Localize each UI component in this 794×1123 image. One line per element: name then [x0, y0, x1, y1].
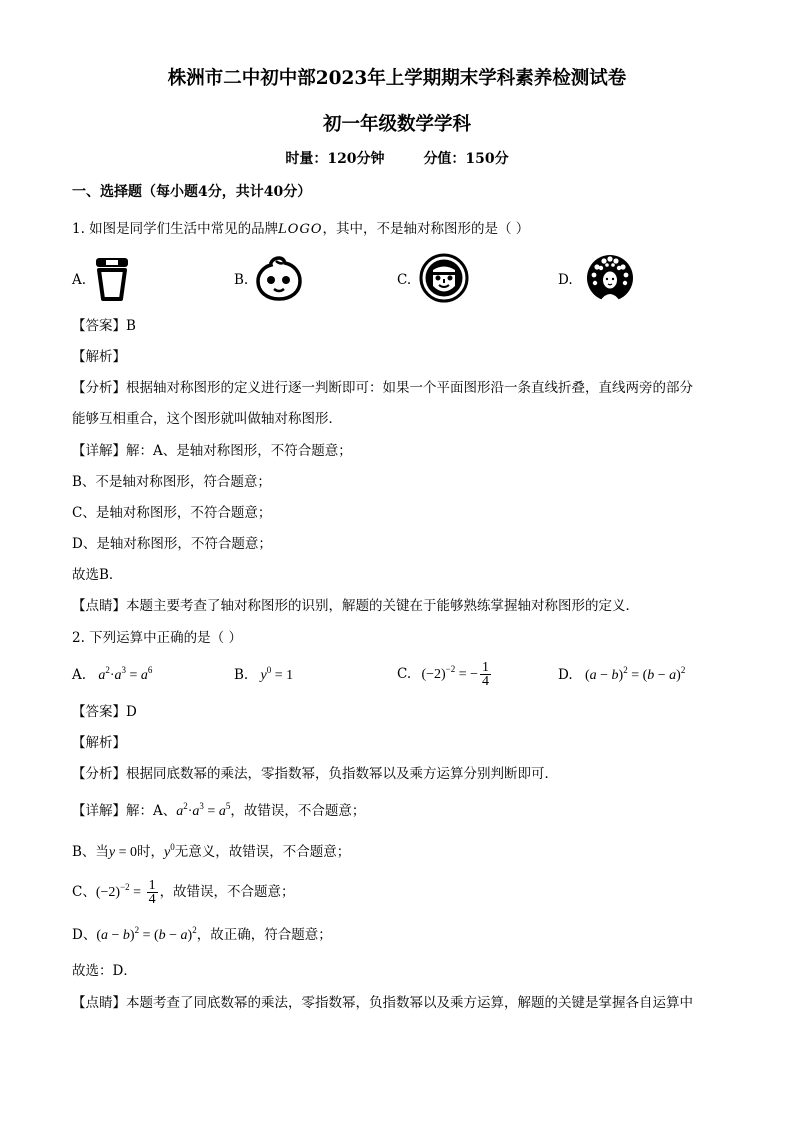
q2-detail-d-suffix: ，故正确，符合题意； [196, 927, 332, 943]
q2-detail-a-prefix: 【详解】解：A、 [72, 803, 177, 819]
q1-option-c-label: C. [397, 272, 412, 288]
q2-detail-c-formula: $(-2)^{-2}$ = $\frac{1}{4}$ [95, 878, 156, 908]
q1-comment: 【点睛】本题主要考查了轴对称图形的识别，解题的关键在于能够熟练掌握轴对称图形的定义． [72, 598, 639, 614]
q2-detail-c [72, 876, 295, 909]
q1-fenxi-line1: 【分析】根据轴对称图形的定义进行逐一判断即可：如果一个平面图形沿一条直线折叠，直线两旁的部分 [72, 380, 693, 396]
q2-option-b-formula: $y^0 = 1$ [260, 665, 294, 683]
q2-detail-b-prefix: B、当 [72, 844, 109, 860]
cup-logo-icon [92, 255, 132, 301]
q2-detail-c-suffix: ，故错误，不合题意； [159, 884, 295, 900]
section-heading: 一、选择题（每小题4分，共计40分） [72, 184, 312, 200]
q1-analysis-label: 【解析】 [72, 349, 126, 365]
q2-option-d-label: D. [558, 667, 573, 683]
q2-detail-b-expr: $y^0$ [164, 842, 175, 860]
q2-analysis-label: 【解析】 [72, 735, 126, 751]
monkey-face-logo-icon [419, 253, 469, 303]
q1-stem [72, 220, 529, 239]
q1-detail-d: D、是轴对称图形，不符合题意； [72, 536, 272, 552]
q2-option-d-formula: $(a - b)^2 = (b - a)^2$ [584, 665, 686, 683]
q2-detail-c-prefix: C、 [72, 884, 96, 900]
q1-option-b-label: B. [234, 272, 249, 288]
exam-title: 株洲市二中初中部2023年上学期期末学科素养检测试卷 [167, 68, 627, 89]
exam-score: 分值：150分 [423, 151, 509, 167]
q2-answer: 【答案】D [72, 704, 137, 720]
q2-stem: 2. 下列运算中正确的是（ ） [72, 630, 242, 646]
q2-detail-b-mid: 时， [137, 844, 165, 860]
drop-face-logo-icon [254, 254, 304, 302]
q2-conclusion: 故选：D． [72, 963, 137, 979]
q1-fenxi-line2: 能够互相重合，这个图形就叫做轴对称图形． [72, 411, 342, 427]
q1-stem-b: ，其中，不是轴对称图形的是（ ） [322, 221, 530, 237]
q1-conclusion: 故选B． [72, 567, 123, 583]
q2-option-c-formula: $(-2)^{-2}$ = − $\frac{1}{4}$ [421, 660, 490, 690]
q2-option-a-label: A. [72, 667, 87, 683]
exam-time: 时量：120分钟 [285, 151, 385, 167]
q1-option-a-label: A. [72, 272, 87, 288]
q2-option-b-label: B. [234, 667, 249, 683]
exam-meta [0, 150, 794, 168]
q2-detail-d-formula: $(a - b)^2 = (b - a)^2$ [96, 925, 197, 943]
q2-detail-b [72, 843, 350, 862]
q1-detail-a: 【详解】解：A、是轴对称图形，不符合题意； [72, 443, 352, 459]
q2-option-a-formula: $a^2\cdot a^3 = a^6$ [98, 665, 153, 683]
q1-logo-word: LOGO [278, 222, 323, 237]
q1-detail-c: C、是轴对称图形，不符合题意； [72, 505, 272, 521]
q2-detail-d-prefix: D、 [72, 927, 97, 943]
q2-option-d [558, 666, 685, 685]
q2-detail-a-suffix: ，故错误，不合题意； [230, 803, 366, 819]
q2-option-b [234, 666, 293, 685]
exam-subtitle: 初一年级数学学科 [322, 114, 471, 135]
q1-stem-a: 1. 如图是同学们生活中常见的品牌 [72, 221, 279, 237]
q1-answer: 【答案】B [72, 318, 136, 334]
q2-detail-d [72, 926, 332, 945]
q2-comment: 【点睛】本题考查了同底数幂的乘法，零指数幂，负指数幂以及乘方运算，解题的关键是掌握各自运算中 [72, 995, 693, 1011]
q2-option-a [72, 666, 152, 685]
q2-option-c-label: C. [397, 666, 412, 682]
q2-detail-a-formula: $a^2\cdot a^3 = a^5$ [176, 801, 231, 819]
q2-fenxi: 【分析】根据同底数幂的乘法，零指数幂，负指数幂以及乘方运算分别判断即可． [72, 766, 558, 782]
q1-detail-b: B、不是轴对称图形，符合题意； [72, 474, 271, 490]
q2-option-c [397, 658, 493, 691]
q2-detail-b-suffix: 无意义，故错误，不合题意； [174, 844, 351, 860]
q2-detail-a [72, 802, 365, 821]
q2-detail-b-cond: y = 0 [108, 845, 138, 860]
tree-woman-logo-icon [585, 253, 635, 303]
q1-option-d-label: D. [558, 272, 573, 288]
